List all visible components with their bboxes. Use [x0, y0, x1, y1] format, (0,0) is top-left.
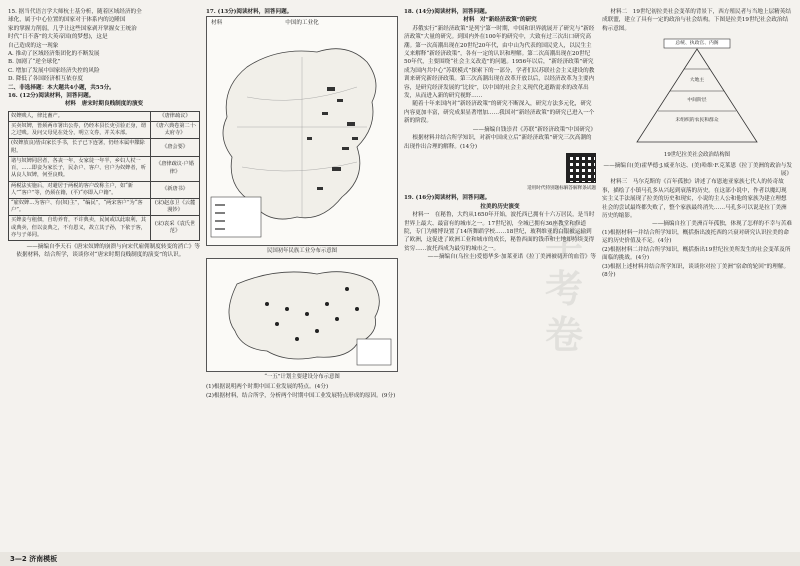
q18-ask: 根据材料并结合所学知识，对新中国成立后“新经济政策”研究三次高潮的出现作出合理的解释。(14分)	[404, 135, 592, 150]
part-two-heading: 二、非选择题：本大题共4小题，共55分。	[8, 84, 115, 91]
column-2	[206, 8, 398, 400]
table-row	[9, 156, 200, 181]
map1-caption: 民国初年民族工业分布示意图	[266, 248, 338, 255]
q19-material-1: 材料一 在秘鲁，大约从1650年开始，波托西已拥有十六万居民，是当时世界上最大、最富有的城市之一。17世纪初，全城已拥有36座教堂和修道院，专门为赌博设置了14所舞蹈学校……18世纪，玻利维亚的白银被运输到了欧洲，这促进了欧洲工业和城市的成长，秘鲁西面的钱币和土地却持续变得贫穷……波托西成为最穷的城市之一。	[404, 212, 595, 252]
option-d: D. 降低了各国经济相互依存度	[8, 76, 83, 83]
table-row	[9, 122, 200, 139]
table-cell: 两税法实施后，对避居于两税的客户改称主户，如“新人”“客户”等，仍须在籍，(平)“亦即入户籍”。	[9, 181, 151, 198]
pyramid-shape	[602, 37, 792, 147]
q15-line: 自己造成的这一现象	[8, 42, 59, 49]
table-cell: 买卖奴婢，皆须两市署出公券，仍经本县长吏引验正身，谓之过贱。及问父母见在处分，明立文券，并关本部。	[9, 122, 151, 139]
qr-block	[404, 153, 596, 192]
q18-citation: ——摘编自钱崇君《苏联“新经济政策”中国研究》	[472, 126, 596, 133]
table-source: (宋)袁采《袁氏世范》	[151, 216, 200, 241]
q19-material-3-citation: ——摘编自拉丁美洲百年孤独，体现了怎样的不幸与苦难	[652, 221, 792, 228]
table-source: 《唐律疏议》	[151, 111, 200, 121]
q17-ask-1: (1)根据说明两个时期中国工业发展的特点。(4分)	[206, 384, 329, 391]
q19-ask-2: (2)根据材料二并结合所学知识，概括指出19世纪拉美所发生的社会变革及所面临的挑战。(4分)	[602, 246, 791, 262]
option-a: A. 推动了区域经济集团化的不断发展	[8, 51, 100, 58]
pyramid-bottom-label: 未组织的农民和群众	[675, 118, 719, 124]
table-cell: (奴婢放良)皆由家长手书，长子已下连署，仍经本属申牒除附。	[9, 139, 151, 156]
footer-label: 3—2 济南模板	[10, 555, 58, 563]
option-b: B. 加剧了“逆全球化”	[8, 59, 61, 66]
q15-line: 15. 据当代语言学大师杭士基分析，随着区域经济的全	[8, 9, 142, 15]
q18-title: 材料 对“新经济政策”的研究	[463, 17, 537, 24]
map-five-year-plan	[206, 258, 398, 372]
q18-body-1: 苏俄实行“新经济政策”是列宁第一时期，中国和识界就展开了研究与“新经济政策”大量的研究。到国内外在100年的研究中，大致有过三次出口研究高潮。第一次高潮出现在20世纪20年代，由中山为代表的国民党人，以民生主义来解释“新经济政策”，各有一定的认识和理解。第二次高潮出现在20世纪50年代，主要围绕“社会主义改造”的问题。1956年以后，“新经济政策”研究成为国内共中心“苏联模式”探索下的一部分，学者们以苏联社会主义建设的教训来研究新经济政策。第三次高潮出现在改革开放以后，以经济改革为主要内容，是研究经济发展的“比较”，以中国的社会主义现代化道路需求的改革出发，从而进入新的研究视野……	[404, 25, 595, 100]
map2-caption: “一五”计划主要建设分布示意图	[264, 373, 340, 380]
option-c: C. 增加了发展中国家经济失控的风险	[8, 67, 100, 74]
table-source: 《新唐书》	[151, 181, 200, 198]
q18-head: 18. (14分)阅读材料，回答问题。	[404, 9, 491, 15]
column-3	[404, 8, 596, 262]
q17-head: 17. (13分)阅读材料，回答问题。	[206, 9, 293, 15]
qr-label: 适用时代特别题标解答解释条试题	[527, 186, 596, 192]
q19-material-2-citation: ——摘编自(美)霍华德·J.威亚尔达、(美)哈维·F.克莱恩《拉丁美洲的政治与发展》	[603, 162, 792, 178]
table-source: 《唐会要》	[151, 139, 200, 156]
column-4	[602, 8, 792, 279]
pyramid-middle-label: 中间阶层	[687, 98, 707, 104]
q18-body-2: 随着十年来国内对“新经济政策”的研究不断深入，研究方法多元化，研究内容更加丰富，研究成果显著增加……我国对“新经济政策”的研究已进入一个新的阶段。	[404, 101, 595, 125]
q19-title: 拉美的历史演变	[480, 203, 520, 210]
footer-strip	[0, 552, 800, 566]
q15-line: 时代“日不落”的大英帝国(的梦想)，这是	[8, 34, 108, 41]
table-row	[9, 198, 200, 215]
table-row	[9, 181, 200, 198]
china-map-1	[207, 27, 397, 243]
table-row	[9, 139, 200, 156]
map-republic-industry	[206, 16, 398, 246]
qr-code-icon[interactable]	[566, 153, 596, 183]
q16-citation: ——摘编自李天石《唐宋奴婢的崩溃与向宋代雇佣制度转变的消亡》等	[26, 243, 200, 250]
q15-line: 球化，属于中心位置的国家对于体系内的边陲国	[8, 17, 126, 24]
q19-material-2: 材料二 19世纪初拉美社会变革的背景下，西方殖民者与当地上层精英结成联盟，建立了具有一定的政治与社会结构。下图是拉美19世纪社会政治结构示意图。	[602, 9, 791, 32]
table-source: 《唐六典卷第二十·太府寺》	[151, 122, 200, 139]
question-15	[8, 8, 200, 84]
map1-title: 中国的工业化	[285, 20, 319, 27]
table-cell: 奴婢贱人，律比畜产。	[9, 111, 151, 121]
q19-head: 19. (16分)阅读材料，回答问题。	[404, 195, 491, 202]
watermark: 学 考 卷	[545, 220, 584, 357]
pyramid-upper-label: 大地主	[689, 78, 705, 84]
table-row	[9, 111, 200, 121]
q19-material-3: 材料三 马尔克斯的《百年孤独》讲述了布恩迪亚家族七代人的传奇故事，描绘了小镇马孔多从兴起到衰落的历史。在这部小说中，作者以魔幻现实主义手法展现了拉美的历史和现实，小说的主人公和他的家族为建立理想社会的尝试最终都失败了，整个家族最终消失……马孔多可以说是拉丁美洲历史的缩影。	[602, 179, 787, 220]
q19-ask-1: (1)根据材料一并结合所学知识，概括指出波托西的兴衰对研究认识拉美的命运的历史价值及不足。(4分)	[602, 229, 789, 245]
table-source: (宋)赵彦卫《云麓漫钞》	[151, 198, 200, 215]
table-cell: “雇奴婢…为客户、有(奴)主”，“编民”，“两宋客户”为“客户”。	[9, 198, 151, 215]
q17-ask-2: (2)根据材料，结合所学，分析两个时期中国工业发展特点形成的原因。(9分)	[206, 392, 396, 399]
material-label: 材料	[211, 20, 223, 27]
q16-ask: 依据材料，结合所学，谈谈你对“唐宋时期良贱制度的演变”的认识。	[16, 252, 185, 259]
q16-head: 16. (12分)阅读材料，回答问题。	[8, 93, 95, 100]
q16-title: 材料 唐宋时期良贱制度的演变	[64, 101, 144, 108]
pyramid-diagram	[602, 37, 792, 147]
table-cell: 买婢妾与租佃，自幼养育，不许典卖，民间或以此取利，其或典卖，但以妾典之，不有恩义，故立其子孙，下依于客，亦与子弟同。	[9, 216, 151, 241]
column-1	[8, 8, 200, 260]
table-row	[9, 216, 200, 241]
q16-table	[8, 111, 200, 241]
pyramid-top-label: 总统、执政官、内阁	[675, 41, 719, 47]
table-source: 《唐律疏议·户婚律》	[151, 156, 200, 181]
q19-ask-3: (3)根据上述材料并结合所学知识，谈谈你对拉丁美洲“宿命的轮回”的理解。(8分)	[602, 263, 790, 278]
question-16	[8, 92, 200, 260]
table-cell: 诸与奴婢同居者，各丧一年，女家徒一年半，乡妇人杖一百，……即妾为家长子，民杂户、客户、官户为奴婢者，听从良人奴婢，何至良贱。	[9, 156, 151, 181]
pyramid-caption: 19世纪拉美社会政治结构图	[663, 152, 731, 159]
q15-line: 家的掌握力削弱，几乎让这些国家剥开掌握女王统治	[8, 25, 137, 32]
china-map-2	[207, 259, 397, 369]
q19-material-1-citation: ——摘编自(乌拉圭)爱德华多·加莱亚诺《拉丁美洲被切开的血管》等	[427, 254, 596, 261]
